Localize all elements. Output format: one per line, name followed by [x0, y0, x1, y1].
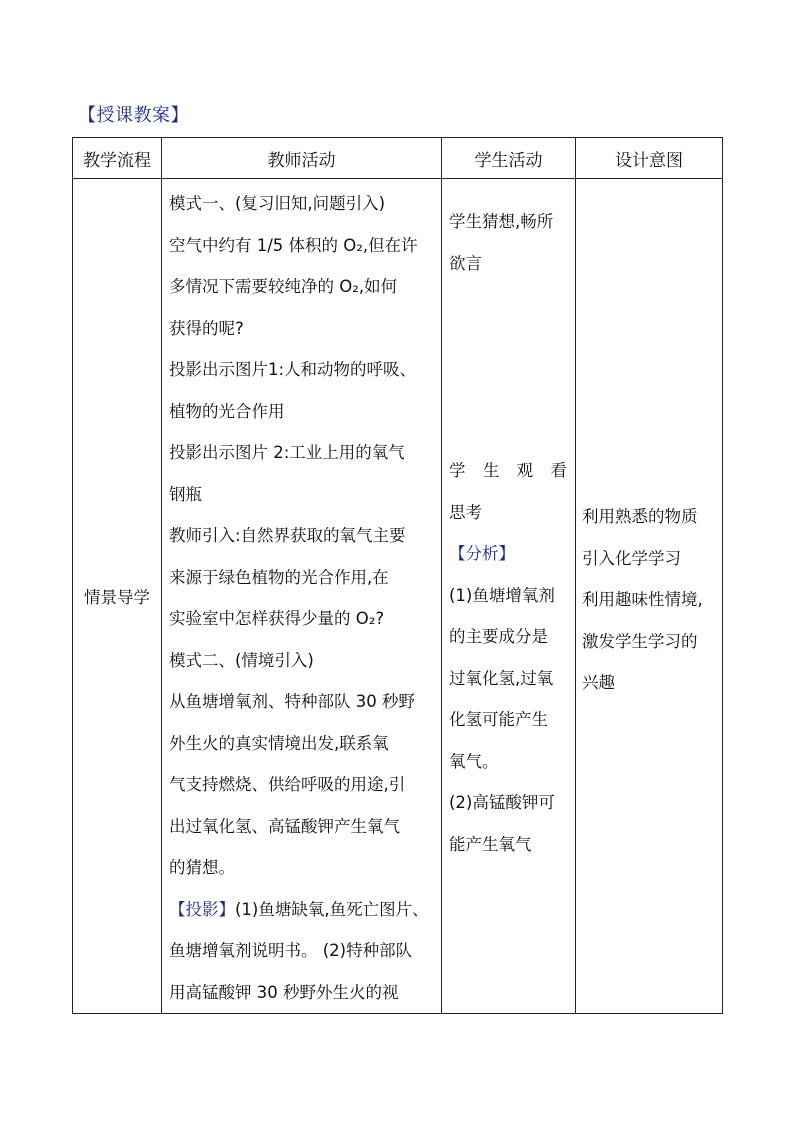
- teacher-line: 投影出示图片1:人和动物的呼吸、: [169, 360, 417, 379]
- design-intent-cell: [576, 179, 723, 1014]
- analysis-tag: 【分析】: [449, 544, 515, 563]
- teacher-line: 鱼塘增氧剂说明书。 (2)特种部队: [169, 941, 413, 960]
- projection-text: (1)鱼塘缺氧,鱼死亡图片、: [235, 899, 429, 919]
- teacher-line: 实验室中怎样获得少量的 O₂?: [169, 609, 385, 628]
- design-intent-text: [576, 496, 722, 704]
- teacher-line: 获得的呢?: [169, 318, 244, 338]
- student-line: 欲言: [449, 253, 482, 273]
- student-line: 学生猜想,畅所: [449, 212, 554, 231]
- student-line: 思考: [449, 502, 482, 522]
- student-line: 的主要成分是: [449, 627, 548, 646]
- teacher-line: 的猜想。: [169, 858, 235, 877]
- teacher-line: 来源于绿色植物的光合作用,在: [169, 567, 389, 587]
- student-line: (2)高锰酸钾可: [449, 793, 555, 812]
- projection-tag: 【投影】: [169, 899, 235, 919]
- teacher-line: 出过氧化氢、高锰酸钾产生氧气: [169, 816, 400, 836]
- design-line: 引入化学学习: [582, 548, 681, 568]
- teacher-line: 模式二、(情境引入): [169, 650, 314, 670]
- design-line: 兴趣: [582, 673, 615, 693]
- teacher-line: 植物的光合作用: [169, 401, 285, 421]
- student-activity-cell: [442, 179, 576, 1014]
- stage-cell: 情景导学: [73, 179, 162, 1014]
- student-activity-text: [442, 179, 575, 865]
- student-spacer: [449, 284, 571, 450]
- teacher-line: 气支持燃烧、供给呼吸的用途,引: [169, 775, 406, 794]
- teacher-activity-text: [162, 179, 441, 1013]
- student-line: 过氧化氢,过氧: [449, 668, 554, 688]
- student-line: (1)鱼塘增氧剂: [449, 585, 555, 605]
- design-line: 激发学生学习的: [582, 631, 698, 651]
- header-design-intent: 设计意图: [576, 138, 723, 179]
- observe-char: 学: [449, 461, 466, 480]
- observe-char: 生: [482, 461, 500, 480]
- lesson-plan-table: [72, 137, 723, 1014]
- teacher-line: 钢瓶: [169, 484, 202, 504]
- student-line: 氧气。: [449, 751, 499, 771]
- teacher-line: 模式一、(复习旧知,问题引入): [169, 194, 386, 213]
- header-student-activity: 学生活动: [442, 138, 576, 179]
- teacher-line: 从鱼塘增氧剂、特种部队 30 秒野: [169, 692, 415, 711]
- table-header-row: [73, 138, 723, 179]
- teacher-line: 空气中约有 1/5 体积的 O₂,但在许: [169, 235, 418, 255]
- teacher-line: 外生火的真实情境出发,联系氧: [169, 733, 389, 753]
- student-line: 化氢可能产生: [449, 710, 548, 729]
- table-row: [73, 179, 723, 1014]
- observe-char: 观: [516, 461, 534, 480]
- teacher-line: 教师引入:自然界获取的氧气主要: [169, 526, 406, 545]
- teacher-line: 投影出示图片 2:工业上用的氧气: [169, 443, 405, 462]
- projection-line: [169, 889, 437, 931]
- observe-char: 看: [550, 461, 567, 480]
- student-observe-line: [449, 450, 567, 492]
- header-teacher-activity: 教师活动: [162, 138, 442, 179]
- design-line: 利用熟悉的物质: [582, 507, 698, 527]
- teacher-activity-cell: [162, 179, 442, 1014]
- design-line: 利用趣味性情境,: [582, 590, 703, 610]
- student-line: 能产生氧气: [449, 834, 532, 854]
- teacher-line: 用高锰酸钾 30 秒野外生火的视: [169, 982, 399, 1002]
- lesson-plan-heading: 【授课教案】: [78, 105, 189, 126]
- teacher-line: 多情况下需要较纯净的 O₂,如何: [169, 277, 398, 296]
- header-teaching-flow: 教学流程: [73, 138, 162, 179]
